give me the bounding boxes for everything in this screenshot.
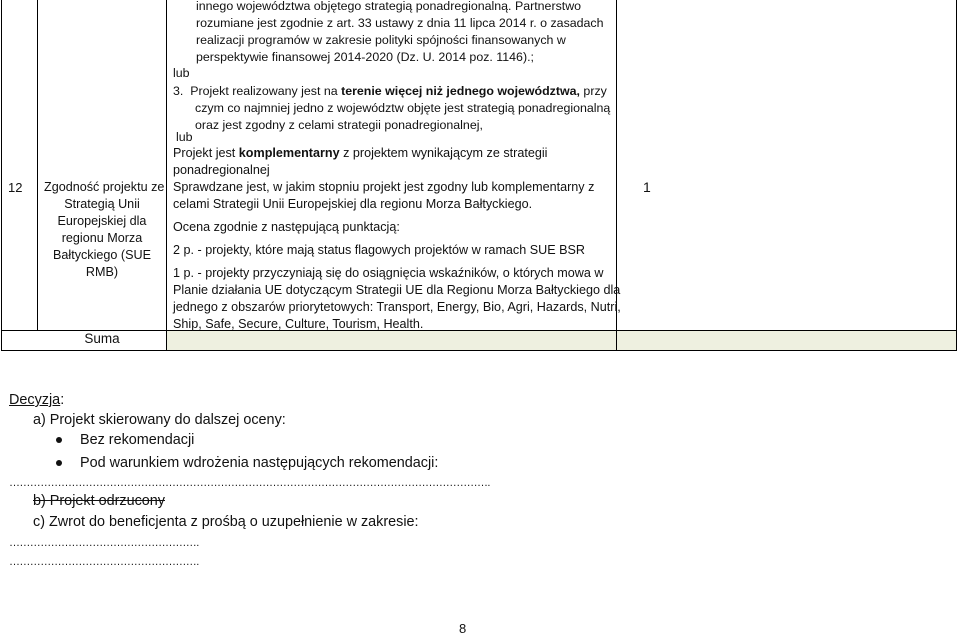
bullet-icon [56,437,62,443]
partial-line: realizacji programów w zakresie polityki spójności finansowanych w [196,33,566,47]
complementary-bold: komplementarny [238,146,340,160]
item-3-bold: terenie więcej niż jednego województwa, [341,84,580,98]
sum-shaded-cell-points [617,331,957,350]
sum-shaded-cell [167,331,616,350]
row-title: Zgodność projektu ze Strategią Unii Europejskiej dla regionu Morza Bałtyckiego (SUE RMB) [44,180,165,279]
score-2-points: 2 p. - projekty, które mają status flagowych projektów w ramach SUE BSR [173,243,586,257]
dotted-line-short: ………………………………………………. [9,537,199,549]
item-3-line3: oraz jest zgodny z celami strategii ponadregionalnej, [195,118,483,132]
dotted-line-long: …………………………………………………………………………………………………………………………. [9,477,490,489]
max-points: 1 [643,179,651,195]
bullet-icon [56,460,62,466]
page-number: 8 [459,621,467,636]
partial-line: perspektywie finansowej 2014-2020 (Dz. U. 2014 poz. 1146).; [196,50,534,64]
dotted-line-short: ………………………………………………. [9,556,199,568]
or-label: lub [173,66,190,80]
criterion-description: Sprawdzane jest, w jakim stopniu projekt jest zgodny lub komplementarny z celami Strategii Unii Europejskiej dla regionu Morza Bałtyckiego. [173,180,595,211]
bullet-with-recommendation: Pod warunkiem wdrożenia następujących rekomendacji: [80,455,439,471]
score-1-point: 1 p. - projekty przyczyniają się do osiągnięcia wskaźników, o których mowa w Planie działania UE dotyczącym Strategii UE dla Regionu Morza Bałtyckiego dla jednego z obszarów priorytetowych: Transport, Energy, Bio, Agri, Hazards, Nutri, Ship, Safe, Secure, Culture, Tourism, Health. [173,266,621,331]
item-3: 3. Projekt realizowany jest na terenie więcej niż jednego województwa, przy [173,84,607,98]
partial-row-text [196,0,604,66]
item-3-number: 3. [173,84,184,98]
partial-line: innego województwa objętego strategią ponadregionalną. Partnerstwo [196,0,582,13]
bullet-no-recommendation: Bez rekomendacji [80,432,195,448]
option-a: a) Projekt skierowany do dalszej oceny: [33,412,286,428]
or-label-2: lub [176,130,193,144]
sum-label: Suma [84,331,120,346]
item-3-line2: czym co najmniej jedno z województw objęte jest strategią ponadregionalną [195,101,611,115]
complementary-line: Projekt jest komplementarny z projektem wynikającym ze strategii [173,146,548,160]
option-b: b) Projekt odrzucony [33,493,165,509]
decision-heading: Decyzja: [9,392,65,408]
option-c: c) Zwrot do beneficjenta z prośbą o uzupełnienie w zakresie: [33,514,419,530]
partial-line: rozumiane jest zgodnie z art. 33 ustawy z dnia 11 lipca 2014 r. o zasadach [196,16,604,30]
scoring-intro: Ocena zgodnie z następującą punktacją: [173,220,400,234]
row-number: 12 [8,180,23,195]
complementary-line2: ponadregionalnej [173,163,270,177]
